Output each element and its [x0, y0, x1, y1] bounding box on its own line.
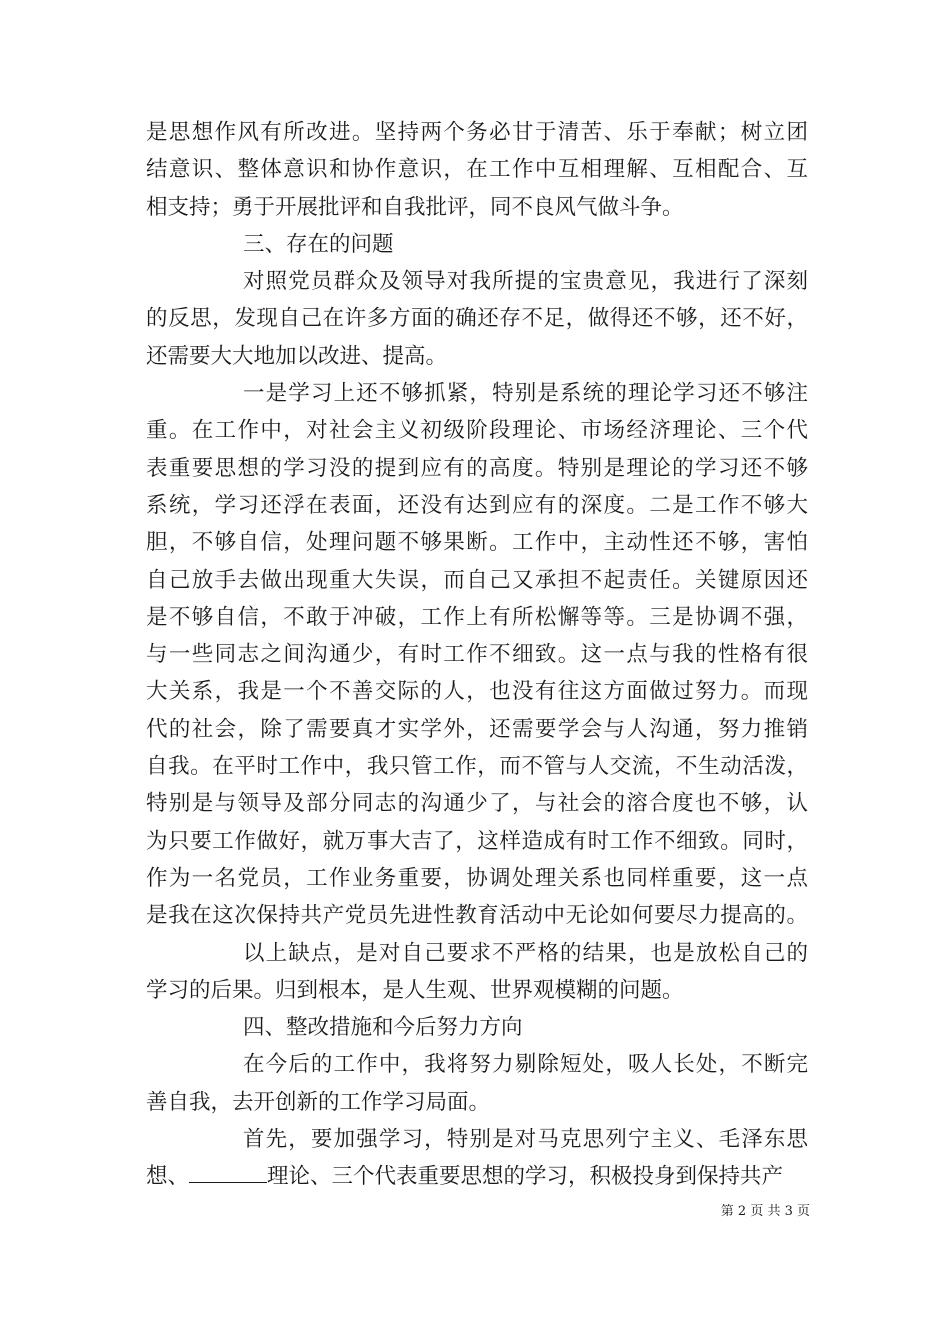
text-line: 胆，不够自信，处理问题不够果断。工作中，主动性还不够，害怕 — [146, 530, 808, 556]
text-line-with-blank — [146, 1158, 808, 1195]
text-line: 首先，要加强学习，特别是对马克思列宁主义、毛泽东思 — [243, 1127, 808, 1153]
section-heading-measures: 四、整改措施和今后努力方向 — [243, 1015, 523, 1041]
section-heading-problems: 三、存在的问题 — [243, 231, 394, 257]
fill-in-blank — [189, 1164, 267, 1183]
text-line: 自己放手去做出现重大失误，而自己又承担不起责任。关键原因还 — [146, 567, 808, 593]
text-line: 相支持；勇于开展批评和自我批评，同不良风气做斗争。 — [146, 194, 684, 220]
text-line: 还需要大大地加以改进、提高。 — [146, 343, 448, 369]
text-line: 作为一名党员，工作业务重要，协调处理关系也同样重要，这一点 — [146, 865, 808, 891]
text-line: 大关系，我是一个不善交际的人，也没有往这方面做过努力。而现 — [146, 679, 808, 705]
text-line: 是思想作风有所改进。坚持两个务必甘于清苦、乐于奉献；树立团 — [146, 120, 808, 145]
text-line: 的反思，发现自己在许多方面的确还存不足，做得还不够，还不好， — [146, 306, 808, 332]
text-fragment: 理论、三个代表重要思想的学习，积极投身到保持共产 — [267, 1164, 784, 1190]
text-line: 与一些同志之间沟通少，有时工作不细致。这一点与我的性格有很 — [146, 642, 808, 668]
text-line: 是不够自信，不敢于冲破，工作上有所松懈等等。三是协调不强， — [146, 604, 808, 630]
text-line: 表重要思想的学习没的提到应有的高度。特别是理论的学习还不够 — [146, 455, 808, 481]
document-body — [146, 114, 808, 1196]
text-line: 系统，学习还浮在表面，还没有达到应有的深度。二是工作不够大 — [146, 492, 808, 518]
text-line: 重。在工作中，对社会主义初级阶段理论、市场经济理论、三个代 — [146, 418, 808, 444]
text-line: 代的社会，除了需要真才实学外，还需要学会与人沟通，努力推销 — [146, 716, 808, 742]
text-line: 学习的后果。归到根本，是人生观、世界观模糊的问题。 — [146, 977, 684, 1003]
text-line: 自我。在平时工作中，我只管工作，而不管与人交流，不生动活泼， — [146, 754, 808, 780]
text-line: 特别是与领导及部分同志的沟通少了，与社会的溶合度也不够，认 — [146, 791, 808, 817]
text-line: 善自我，去开创新的工作学习局面。 — [146, 1089, 491, 1115]
text-line: 以上缺点，是对自己要求不严格的结果，也是放松自己的 — [243, 940, 808, 966]
text-line: 结意识、整体意识和协作意识，在工作中互相理解、互相配合、互 — [146, 157, 808, 183]
text-line: 是我在这次保持共产党员先进性教育活动中无论如何要尽力提高的。 — [146, 903, 808, 929]
text-line: 对照党员群众及领导对我所提的宝贵意见，我进行了深刻 — [243, 269, 808, 295]
text-line: 在今后的工作中，我将努力剔除短处，吸人长处，不断完 — [243, 1052, 808, 1078]
text-line: 一是学习上还不够抓紧，特别是系统的理论学习还不够注 — [243, 381, 808, 407]
text-line: 为只要工作做好，就万事大吉了，这样造成有时工作不细致。同时， — [146, 828, 808, 854]
page-number: 第 2 页 共 3 页 — [720, 1204, 810, 1219]
text-fragment: 想、 — [146, 1164, 190, 1190]
